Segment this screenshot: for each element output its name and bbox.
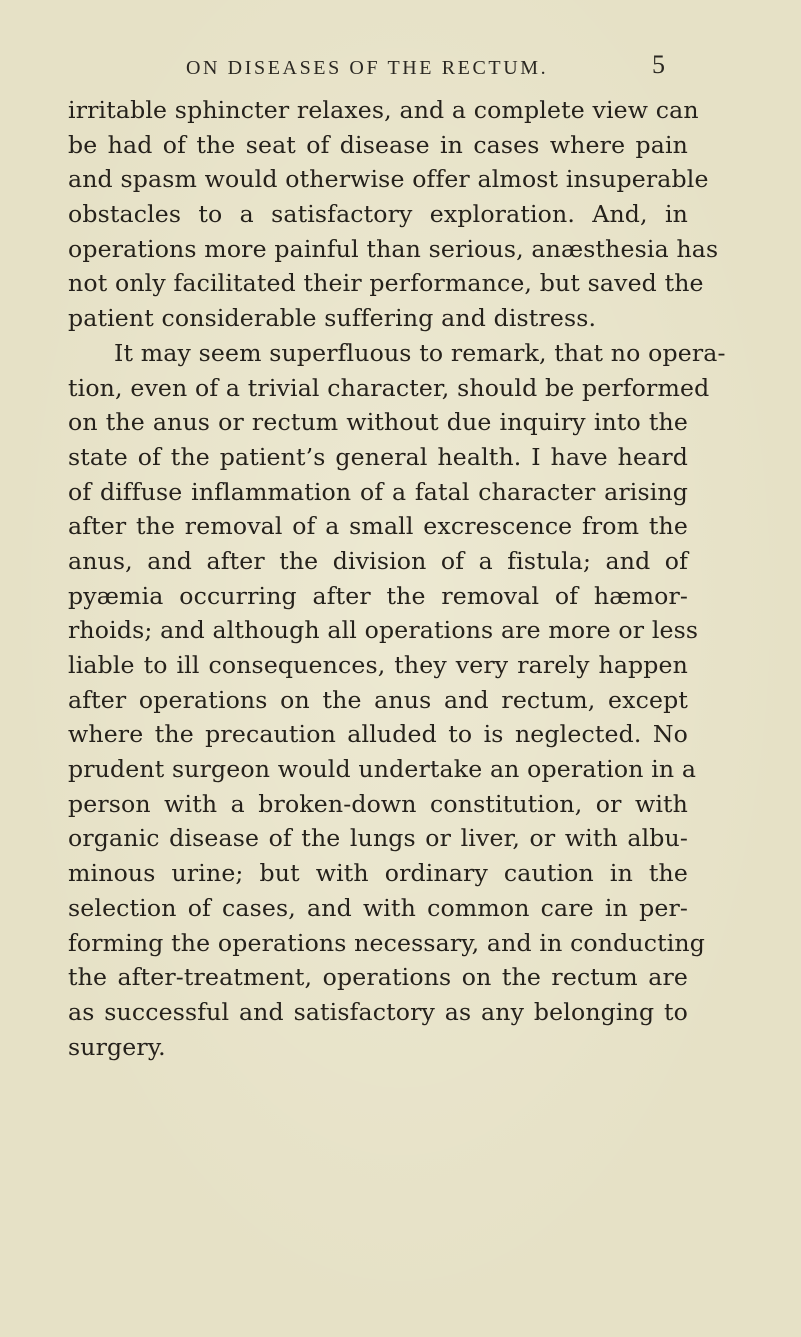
body-text	[68, 93, 726, 1064]
text-line: pyæmia occurring after the removal of hæmor-	[68, 581, 688, 610]
text-line: selection of cases, and with common care in per-	[68, 893, 688, 922]
text-line: liable to ill consequences, they very rarely happen	[68, 651, 688, 679]
text-line: rhoids; and although all operations are more or less	[68, 616, 699, 645]
text-line: It may seem superfluous to remark, that no opera-	[114, 338, 726, 367]
text-line: patient considerable suffering and distress.	[68, 304, 597, 333]
text-line: and spasm would otherwise offer almost insuperable	[68, 165, 709, 194]
text-line: forming the operations necessary, and in conducting	[68, 928, 706, 957]
text-line: irritable sphincter relaxes, and a complete view can	[68, 96, 699, 124]
text-line: state of the patient’s general health. I have heard	[68, 442, 688, 471]
text-line: of diffuse inflammation of a fatal character arising	[68, 477, 688, 506]
text-line: minous urine; but with ordinary caution in the	[68, 859, 688, 888]
text-line: be had of the seat of disease in cases where pain	[68, 130, 688, 159]
text-line: person with a broken-down constitution, or with	[68, 789, 688, 818]
text-line: on the anus or rectum without due inquiry into the	[68, 408, 688, 437]
text-line: as successful and satisfactory as any belonging to	[68, 997, 688, 1026]
text-line: where the precaution alluded to is neglected. No	[68, 720, 688, 749]
text-line: the after-treatment, operations on the rectum are	[68, 963, 688, 992]
text-line: surgery.	[68, 1032, 166, 1061]
text-line: after the removal of a small excrescence from the	[68, 512, 688, 541]
text-line: organic disease of the lungs or liver, or with albu-	[68, 824, 688, 853]
text-line: anus, and after the division of a fistula; and of	[68, 546, 688, 575]
page-number: 5	[652, 50, 665, 79]
text-line: not only facilitated their performance, but saved the	[68, 269, 704, 298]
text-line: after operations on the anus and rectum, except	[68, 685, 688, 714]
text-line: obstacles to a satisfactory exploration. And, in	[68, 200, 688, 229]
text-line: tion, even of a trivial character, should be performed	[68, 373, 710, 402]
text-line: operations more painful than serious, anæsthesia has	[68, 234, 719, 263]
text-line: prudent surgeon would undertake an operation in a	[68, 755, 697, 784]
running-head: ON DISEASES OF THE RECTUM.	[186, 57, 549, 79]
